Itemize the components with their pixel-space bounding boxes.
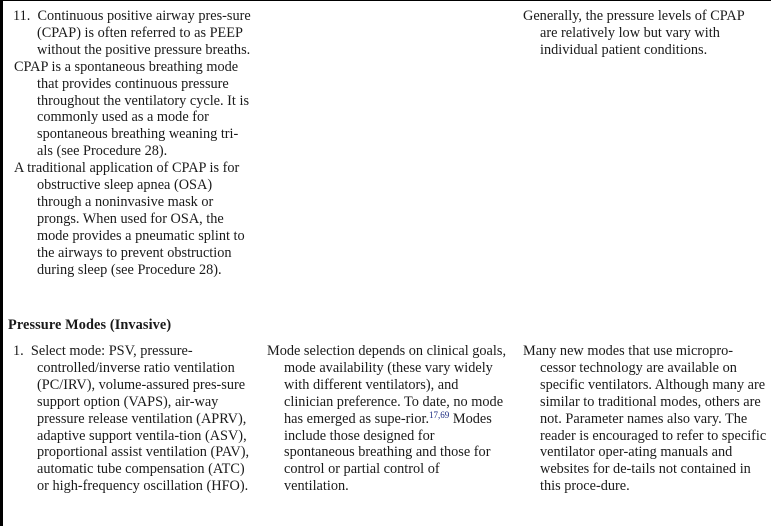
step-11-cell bbox=[8, 8, 252, 279]
rationale-text bbox=[267, 343, 507, 495]
section-heading: Pressure Modes (Invasive) bbox=[8, 317, 172, 333]
step-11-paragraph: A traditional application of CPAP is for obstructive sleep apnea (OSA) through a noninvasive mask or prongs. When used for OSA, the mode provides a pneumatic splint to the airways to prevent obstruction during sleep (see Procedure 28). bbox=[14, 160, 245, 278]
rationale-cell bbox=[267, 343, 507, 495]
step-1-cell bbox=[13, 343, 253, 495]
rationale-body: Mode selection depends on clinical goals, mode availability (these vary widely with different ventilators), and clinician preference. To date, no mode has emerged as supe-rior. bbox=[267, 343, 507, 427]
special-considerations-text: Many new modes that use micropro-cessor technology are available on specific ventilators. Although many are similar to traditional modes, others are not. Parameter names also vary. The reader is encouraged to refer to specific ventilator oper-ating manuals and websites for de-tails not contained in this proce-dure. bbox=[523, 343, 767, 495]
reference-link[interactable]: 17,69 bbox=[429, 409, 450, 420]
step-11-paragraph: CPAP is a spontaneous breathing mode that provides continuous pressure throughout the ventilatory cycle. It is commonly used as a mode for spontaneous breathing weaning tri-als (see Procedure 28). bbox=[14, 58, 250, 160]
step-11 bbox=[8, 8, 252, 59]
step-text: Continuous positive airway pres-sure (CPAP) is often referred to as PEEP without the positive pressure breaths. bbox=[37, 8, 251, 58]
step-text: Select mode: PSV, pressure-controlled/inverse ratio ventilation (PC/IRV), volume-assured pres-sure support option (VAPS), air-way pressure release ventilation (APRV), adaptive support ventila-tion (ASV), proportional assist ventilation (PAV), automatic tube compensation (ATC) or high-frequency oscillation (HFO). bbox=[30, 343, 250, 495]
special-considerations-text: Generally, the pressure levels of CPAP are relatively low but vary with individual patient conditions. bbox=[523, 8, 745, 58]
special-considerations-cell bbox=[523, 8, 765, 59]
step-number: 11. bbox=[13, 8, 31, 24]
rationale-body-continued: Modes include those designed for spontaneous breathing and those for control or partial control of ventilation. bbox=[284, 410, 492, 495]
step-1 bbox=[13, 343, 253, 495]
special-considerations-cell bbox=[523, 343, 767, 495]
step-number: 1. bbox=[13, 343, 24, 359]
section-heading-cell bbox=[8, 317, 308, 334]
